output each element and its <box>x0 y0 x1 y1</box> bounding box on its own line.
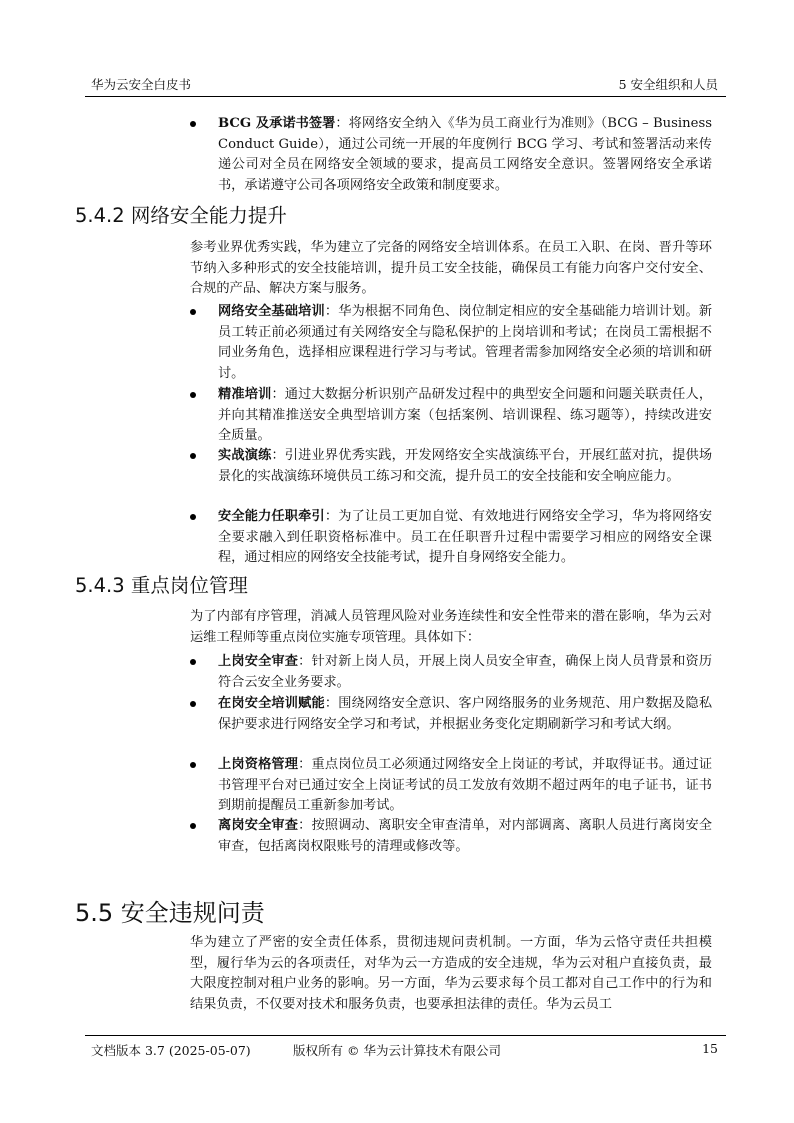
section-heading-543: 5.4.3 重点岗位管理 <box>75 574 248 597</box>
bullet-text: ：引进业界优秀实践，开发网络安全实战演练平台，开展红蓝对抗，提供场景化的实战演练环境供员工练习和交流，提升员工的安全技能和安全响应能力。 <box>218 448 713 484</box>
section-heading-55: 5.5 安全违规问责 <box>75 899 265 927</box>
bullet-text: ：为了让员工更加自觉、有效地进行网络安全学习，华为将网络安全要求融入到任职资格标准中。员工在任职晋升过程中需要学习相应的网络安全课程，通过相应的网络安全技能考试，提升自身网络安全能力。 <box>218 509 713 565</box>
bullet-text: ：重点岗位员工必须通过网络安全上岗证的考试，并取得证书。通过证书管理平台对已通过安全上岗证考试的员工发放有效期不超过两年的电子证书，证书到期前提醒员工重新参加考试。 <box>218 757 713 813</box>
bullet-term: 精准培训 <box>218 387 272 402</box>
list-item <box>218 652 712 693</box>
bullet-dot-icon <box>190 823 196 829</box>
bullet-text: ：华为根据不同角色、岗位制定相应的安全基础能力培训计划。新员工转正前必须通过有关网络安全与隐私保护的上岗培训和考试；在岗员工需根据不同业务角色，选择相应课程进行学习与考试。管理者需参加网络安全必须的培训和研讨。 <box>218 304 713 381</box>
bullet-dot-icon <box>190 701 196 707</box>
bullet-term: 网络安全基础培训 <box>218 304 325 319</box>
bullet-term: 实战演练 <box>218 448 272 463</box>
list-item <box>218 385 712 447</box>
footer-copyright: 版权所有 © 华为云计算技术有限公司 <box>293 1043 501 1058</box>
list-item <box>218 816 712 857</box>
bullet-dot-icon <box>190 121 196 127</box>
bullet-text: ：通过大数据分析识别产品研发过程中的典型安全问题和问题关联责任人，并向其精准推送安全典型培训方案（包括案例、培训课程、练习题等），持续改进安全质量。 <box>218 387 713 443</box>
bullet-term: BCG 及承诺书签署 <box>218 116 336 131</box>
bullet-term: 上岗资格管理 <box>218 757 299 772</box>
page-header <box>85 76 726 97</box>
header-doc-title: 华为云安全白皮书 <box>91 77 192 92</box>
bullet-dot-icon <box>190 392 196 398</box>
bullet-dot-icon <box>190 514 196 520</box>
list-item <box>218 446 712 487</box>
footer-page-number: 15 <box>702 1041 718 1056</box>
bullet-text: ：按照调动、离职安全审查清单，对内部调离、离职人员进行离岗安全审查，包括离岗权限账号的清理或修改等。 <box>218 818 713 854</box>
list-item <box>218 507 712 569</box>
bullet-term: 在岗安全培训赋能 <box>218 696 325 711</box>
bullet-term: 离岗安全审查 <box>218 818 299 833</box>
bullet-dot-icon <box>190 309 196 315</box>
list-item <box>218 755 712 817</box>
bullet-term: 上岗安全审查 <box>218 654 299 669</box>
bullet-dot-icon <box>190 762 196 768</box>
bullet-term: 安全能力任职牵引 <box>218 509 325 524</box>
bullet-dot-icon <box>190 453 196 459</box>
footer-doc-version: 文档版本 3.7 (2025-05-07) <box>91 1043 251 1058</box>
page-footer <box>85 1035 726 1060</box>
section-542-intro: 参考业界优秀实践，华为建立了完备的网络安全培训体系。在员工入职、在岗、晋升等环节纳入多种形式的安全技能培训，提升员工安全技能，确保员工有能力向客户交付安全、合规的产品、解决方案与服务。 <box>190 240 712 296</box>
section-543-intro: 为了内部有序管理，消减人员管理风险对业务连续性和安全性带来的潜在影响，华为云对运维工程师等重点岗位实施专项管理。具体如下： <box>190 609 712 645</box>
bullet-text: ：围绕网络安全意识、客户网络服务的业务规范、用户数据及隐私保护要求进行网络安全学习和考试，并根据业务变化定期刷新学习和考试大纲。 <box>218 696 713 732</box>
section-55-intro: 华为建立了严密的安全责任体系，贯彻违规问责机制。一方面，华为云恪守责任共担模型，履行华为云的各项责任，对华为云一方造成的安全违规，华为云对租户直接负责，最大限度控制对租户业务的影响。另一方面，华为云要求每个员工都对自己工作中的行为和结果负责，不仅要对技术和服务负责，也要承担法律的责任。华为云员工 <box>190 935 712 1012</box>
header-chapter-title: 5 安全组织和人员 <box>618 77 718 92</box>
bullet-text: ：针对新上岗人员，开展上岗人员安全审查，确保上岗人员背景和资历符合云安全业务要求。 <box>218 654 713 690</box>
bullet-text: ：将网络安全纳入《华为员工商业行为准则》（BCG – Business Conduct Guide），通过公司统一开展的年度例行 BCG 学习、考试和签署活动来传递公司对全员在网络安全领域的要求，提高员工网络安全意识。签署网络安全承诺书，承诺遵守公司各项网络安全政策和制度要求。 <box>218 116 712 193</box>
section-heading-542: 5.4.2 网络安全能力提升 <box>75 204 287 227</box>
list-item <box>218 694 712 735</box>
list-item <box>218 302 712 384</box>
list-item <box>218 114 712 196</box>
bullet-dot-icon <box>190 659 196 665</box>
